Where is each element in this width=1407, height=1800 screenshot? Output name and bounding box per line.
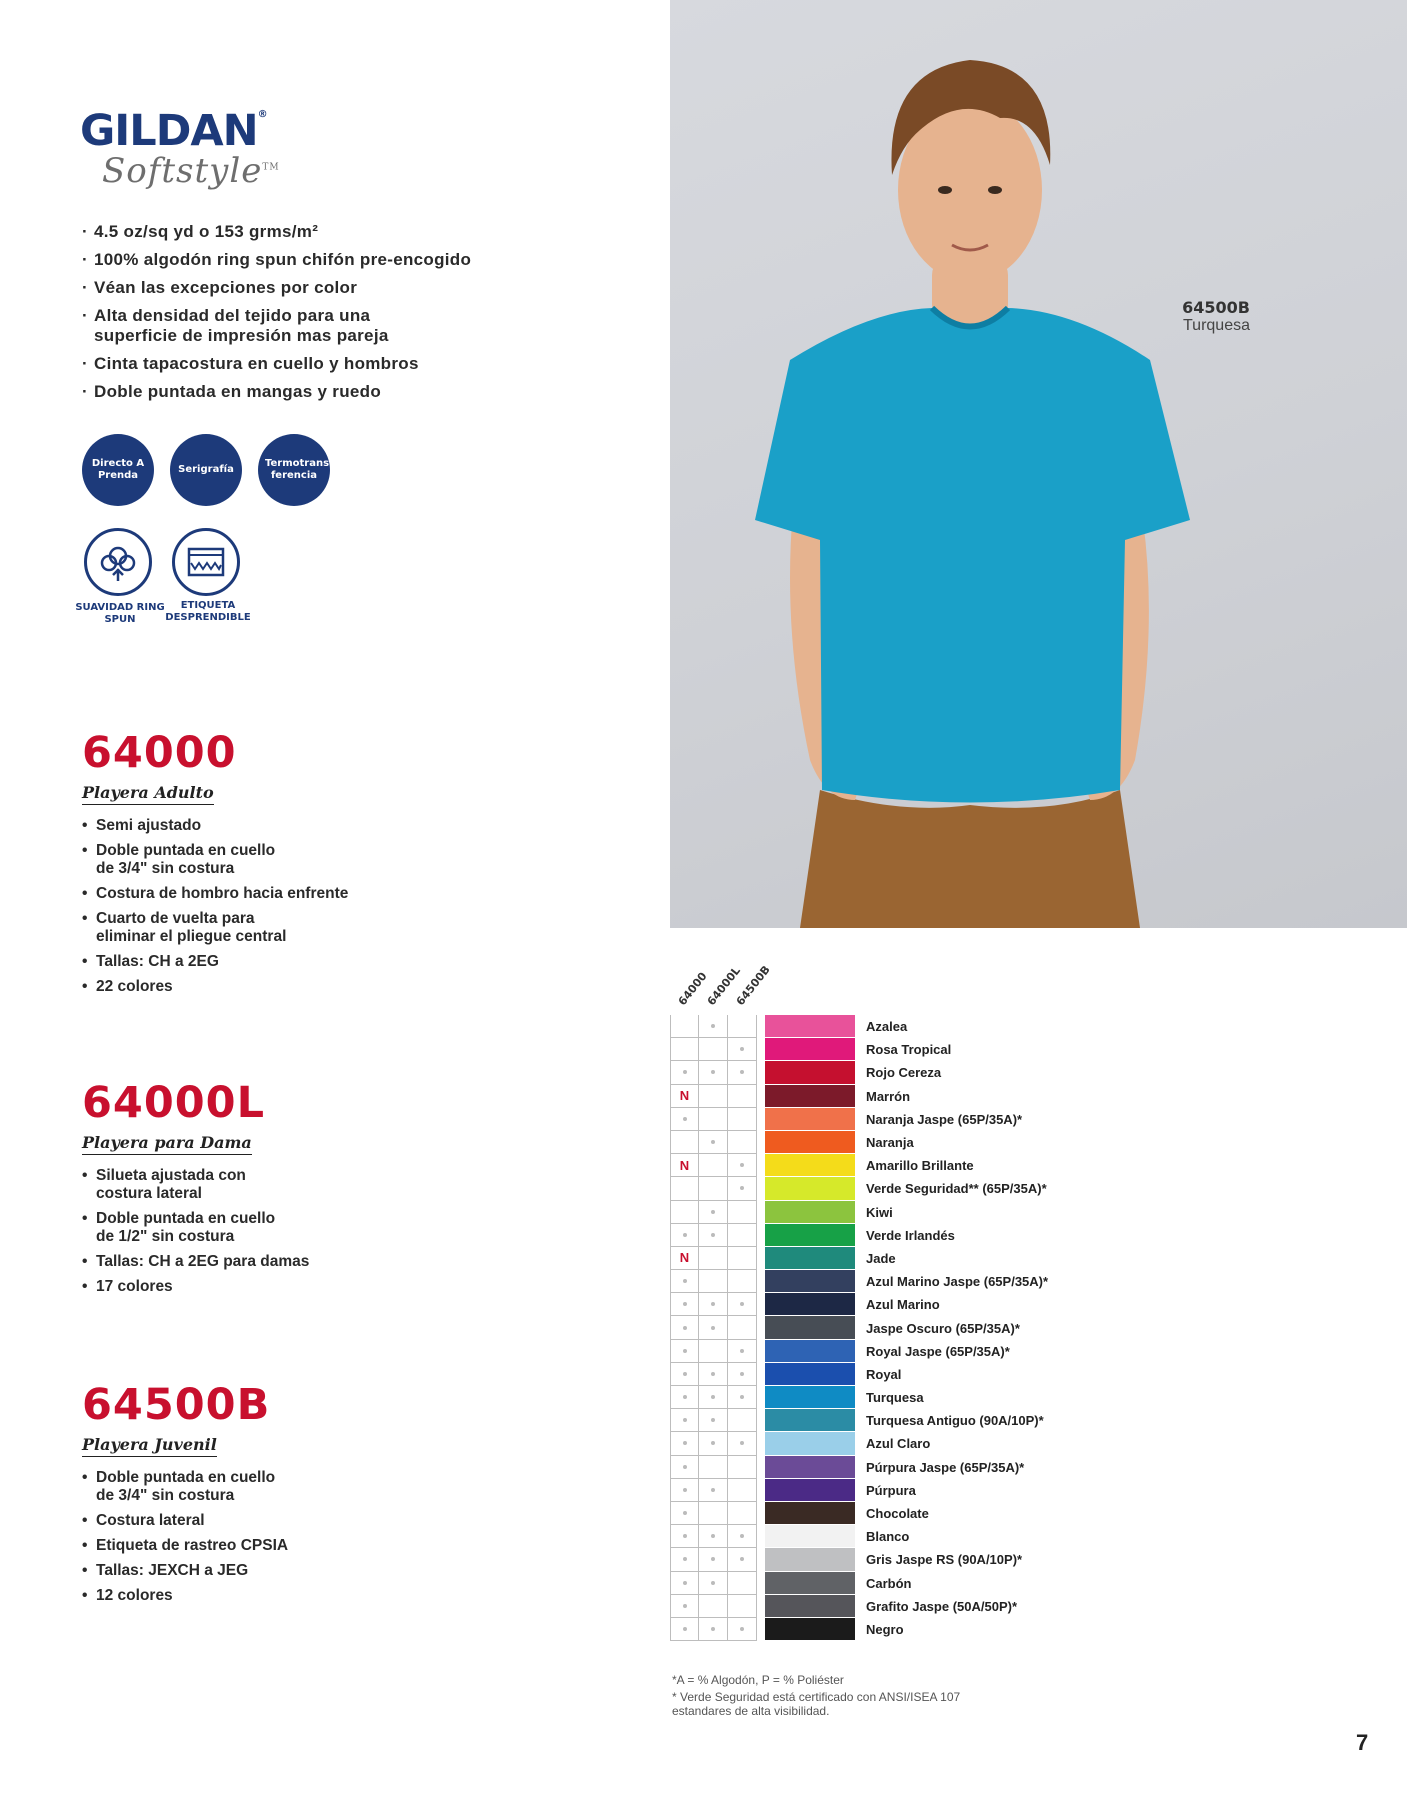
available-dot [683,1627,687,1631]
available-dot [740,1163,744,1167]
available-dot [740,1070,744,1074]
availability-cell [728,1270,757,1293]
table-row [670,1201,1090,1224]
availability-cell [699,1432,728,1455]
list-item: • Etiqueta de rastreo CPSIA [82,1537,412,1555]
available-dot [711,1302,715,1306]
table-row [670,1479,1090,1502]
color-name: Negro [866,1621,904,1637]
feature-item: · Alta densidad del tejido para una superficie de impresión mas pareja [82,306,424,346]
footnote: *A = % Algodón, P = % Poliéster [672,1673,844,1687]
availability-cell [728,1085,757,1108]
column-header-64000L: 64000L [704,964,743,1008]
available-dot [711,1140,715,1144]
table-row [670,1456,1090,1479]
table-row [670,1038,1090,1061]
color-name: Carbón [866,1575,912,1591]
color-name: Azalea [866,1019,908,1035]
table-row [670,1432,1090,1455]
color-name: Azul Marino Jaspe (65P/35A)* [866,1274,1049,1290]
color-swatch [765,1316,855,1339]
availability-cell [728,1456,757,1479]
availability-cell [699,1247,728,1270]
availability-cell [699,1618,728,1641]
availability-cell [699,1108,728,1131]
availability-cell [728,1061,757,1084]
available-dot [683,1070,687,1074]
color-swatch [765,1061,855,1084]
brand-logo [80,106,280,191]
availability-cell [699,1131,728,1154]
footnote: * Verde Seguridad está certificado con ANSI/ISEA 107 estandares de alta visibilidad. [672,1690,961,1718]
available-dot [683,1557,687,1561]
column-header-64500B: 64500B [733,963,773,1008]
table-row [670,1131,1090,1154]
available-dot [683,1117,687,1121]
color-swatch [765,1572,855,1595]
color-swatch [765,1479,855,1502]
availability-cell [728,1548,757,1571]
list-item: • Doble puntada en cuello de 3/4" sin costura [82,842,296,878]
product-bullets [82,1167,412,1296]
color-swatch [765,1224,855,1247]
color-swatch [765,1293,855,1316]
color-name: Rojo Cereza [866,1065,942,1081]
availability-cell [670,1618,699,1641]
availability-cell [728,1572,757,1595]
photo-caption [1170,298,1250,335]
availability-cell [670,1502,699,1525]
availability-cell [699,1201,728,1224]
list-item: • Costura de hombro hacia enfrente [82,885,412,903]
color-swatch [765,1548,855,1571]
availability-cell [728,1015,757,1038]
availability-cell [728,1363,757,1386]
color-name: Púrpura Jaspe (65P/35A)* [866,1459,1025,1475]
available-dot [740,1534,744,1538]
color-name: Turquesa [866,1390,924,1406]
availability-cell [670,1038,699,1061]
availability-cell [728,1595,757,1618]
cotton-caption: SUAVIDAD RING SPUN [75,602,165,625]
availability-cell [699,1525,728,1548]
available-dot [711,1418,715,1422]
tear-away-label-icon [172,528,240,596]
color-swatch [765,1386,855,1409]
availability-cell [699,1061,728,1084]
list-item: • Silueta ajustada con costura lateral [82,1167,286,1203]
color-swatch [765,1525,855,1548]
availability-cell [699,1595,728,1618]
color-swatch [765,1595,855,1618]
table-row [670,1108,1090,1131]
product-title: Playera Juvenil [82,1435,217,1457]
table-row [670,1525,1090,1548]
table-row [670,1409,1090,1432]
available-dot [711,1441,715,1445]
availability-cell [728,1316,757,1339]
availability-cell [699,1015,728,1038]
list-item: • Tallas: CH a 2EG [82,953,412,971]
product-code: 64000L [82,1078,265,1128]
availability-cell [670,1525,699,1548]
availability-cell [699,1479,728,1502]
color-swatch [765,1247,855,1270]
availability-cell [670,1595,699,1618]
list-item: • Doble puntada en cuello de 1/2" sin costura [82,1210,296,1246]
list-item: • Tallas: JEXCH a JEG [82,1562,412,1580]
color-name: Blanco [866,1529,910,1545]
table-row [670,1595,1090,1618]
color-name: Jade [866,1250,896,1266]
list-item: • 12 colores [82,1587,412,1605]
table-row [670,1015,1090,1038]
color-swatch [765,1015,855,1038]
availability-cell [699,1409,728,1432]
availability-cell [670,1363,699,1386]
availability-cell [670,1015,699,1038]
available-dot [711,1233,715,1237]
brand-name: GILDAN [80,106,258,156]
available-dot [683,1511,687,1515]
table-row [670,1293,1090,1316]
availability-cell [699,1038,728,1061]
feature-item: · Doble puntada en mangas y ruedo [82,382,532,402]
color-name: Kiwi [866,1204,893,1220]
color-swatch [765,1201,855,1224]
list-item: • 22 colores [82,978,412,996]
availability-cell [728,1177,757,1200]
product-code: 64000 [82,728,237,778]
trademark-mark: TM [262,162,280,173]
table-row [670,1154,1090,1177]
availability-cell [728,1618,757,1641]
product-bullets [82,817,412,996]
color-swatch [765,1432,855,1455]
available-dot [683,1279,687,1283]
table-row [670,1386,1090,1409]
available-dot [740,1441,744,1445]
color-name: Azul Claro [866,1436,931,1452]
availability-cell [670,1201,699,1224]
availability-cell [728,1479,757,1502]
available-dot [740,1627,744,1631]
availability-cell [670,1548,699,1571]
table-row [670,1224,1090,1247]
available-dot [740,1047,744,1051]
available-dot [683,1465,687,1469]
availability-cell [670,1456,699,1479]
availability-cell [670,1340,699,1363]
feature-list [82,222,532,410]
availability-cell: N [670,1085,699,1108]
available-dot [740,1186,744,1190]
availability-cell [670,1432,699,1455]
availability-cell [728,1201,757,1224]
color-swatch [765,1363,855,1386]
available-dot [711,1534,715,1538]
color-swatch [765,1502,855,1525]
availability-cell [728,1432,757,1455]
table-row [670,1177,1090,1200]
color-name: Marrón [866,1088,911,1104]
availability-cell [728,1525,757,1548]
availability-cell [728,1108,757,1131]
page-number: 7 [1356,1730,1369,1755]
available-dot [711,1372,715,1376]
color-name: Naranja Jaspe (65P/35A)* [866,1111,1023,1127]
availability-cell [728,1247,757,1270]
table-row [670,1548,1090,1571]
available-dot [683,1604,687,1608]
availability-cell [699,1316,728,1339]
table-row [670,1270,1090,1293]
availability-cell [699,1456,728,1479]
product-64500B [82,1380,412,1612]
color-name: Verde Irlandés [866,1227,955,1243]
available-dot [711,1210,715,1214]
color-swatch [765,1409,855,1432]
availability-cell [670,1061,699,1084]
brand-line: Softstyle [102,151,263,191]
availability-cell: N [670,1154,699,1177]
color-swatch [765,1618,855,1641]
available-dot [683,1395,687,1399]
color-name: Chocolate [866,1506,929,1522]
table-row [670,1340,1090,1363]
availability-cell [670,1572,699,1595]
availability-cell [699,1386,728,1409]
list-item: • Doble puntada en cuello de 3/4" sin costura [82,1469,296,1505]
available-dot [740,1395,744,1399]
availability-cell [670,1316,699,1339]
availability-cell [728,1038,757,1061]
color-name: Royal [866,1366,902,1382]
availability-cell [699,1340,728,1363]
color-name: Naranja [866,1135,914,1151]
cotton-icon [84,528,152,596]
product-title: Playera Adulto [82,783,214,805]
available-dot [711,1627,715,1631]
availability-cell [699,1224,728,1247]
color-name: Púrpura [866,1482,916,1498]
registered-mark: ® [257,109,267,120]
label-caption: ETIQUETA DESPRENDIBLE [165,600,251,623]
list-item: • Tallas: CH a 2EG para damas [82,1253,412,1271]
color-name: Royal Jaspe (65P/35A)* [866,1343,1010,1359]
available-dot [740,1557,744,1561]
table-row [670,1061,1090,1084]
product-code: 64500B [82,1380,271,1430]
available-dot [683,1349,687,1353]
availability-cell [670,1386,699,1409]
footnotes [672,1673,1072,1718]
color-name: Amarillo Brillante [866,1158,974,1174]
color-name: Verde Seguridad** (65P/35A)* [866,1181,1047,1197]
availability-cell [699,1293,728,1316]
availability-cell [670,1479,699,1502]
list-item: • 17 colores [82,1278,412,1296]
photo-code: 64500B [1182,298,1250,317]
product-title: Playera para Dama [82,1133,252,1155]
color-name: Grafito Jaspe (50A/50P)* [866,1598,1018,1614]
feature-item: · 100% algodón ring spun chifón pre-encogido [82,250,532,270]
availability-cell [728,1224,757,1247]
availability-cell [670,1131,699,1154]
available-dot [683,1302,687,1306]
availability-cell [728,1409,757,1432]
column-header-64000: 64000 [675,969,710,1008]
photo-color: Turquesa [1183,317,1250,334]
available-dot [683,1233,687,1237]
available-dot [711,1557,715,1561]
availability-cell [699,1270,728,1293]
available-dot [711,1395,715,1399]
available-dot [683,1581,687,1585]
availability-cell: N [670,1247,699,1270]
badge-heat-transfer: Termotrans-ferencia [258,434,330,506]
color-swatch [765,1456,855,1479]
availability-cell [699,1502,728,1525]
color-swatch [765,1085,855,1108]
table-row [670,1502,1090,1525]
color-name: Turquesa Antiguo (90A/10P)* [866,1413,1044,1429]
availability-cell [728,1386,757,1409]
color-name: Azul Marino [866,1297,940,1313]
available-dot [740,1302,744,1306]
availability-cell [670,1409,699,1432]
availability-cell [699,1177,728,1200]
available-dot [683,1441,687,1445]
product-64000 [82,728,412,1003]
available-dot [683,1534,687,1538]
availability-cell [699,1363,728,1386]
color-swatch [765,1154,855,1177]
available-dot [711,1024,715,1028]
availability-cell [699,1085,728,1108]
available-dot [711,1488,715,1492]
table-row [670,1572,1090,1595]
color-swatch [765,1177,855,1200]
list-item: • Cuarto de vuelta para eliminar el pliegue central [82,910,306,946]
available-dot [683,1418,687,1422]
available-dot [711,1581,715,1585]
list-item: • Costura lateral [82,1512,412,1530]
table-row [670,1363,1090,1386]
feature-item: · 4.5 oz/sq yd o 153 grms/m² [82,222,532,242]
product-64000L [82,1078,412,1303]
availability-cell [728,1154,757,1177]
color-swatch [765,1038,855,1061]
color-name: Jaspe Oscuro (65P/35A)* [866,1320,1020,1336]
available-dot [683,1326,687,1330]
availability-cell [670,1270,699,1293]
product-photo [670,0,1407,928]
badge-direct-to-garment: Directo A Prenda [82,434,154,506]
availability-cell [670,1108,699,1131]
available-dot [740,1349,744,1353]
feature-item: · Cinta tapacostura en cuello y hombros [82,354,532,374]
color-availability-table [670,1015,1090,1641]
color-swatch [765,1340,855,1363]
table-row [670,1247,1090,1270]
table-row [670,1085,1090,1108]
availability-cell [670,1293,699,1316]
availability-cell [699,1572,728,1595]
feature-item: · Véan las excepciones por color [82,278,532,298]
available-dot [711,1326,715,1330]
color-swatch [765,1270,855,1293]
availability-cell [699,1154,728,1177]
availability-cell [670,1224,699,1247]
boy-in-tshirt-illustration [670,0,1407,928]
available-dot [683,1488,687,1492]
availability-cell [699,1548,728,1571]
available-dot [740,1372,744,1376]
color-name: Gris Jaspe RS (90A/10P)* [866,1552,1023,1568]
availability-cell [728,1340,757,1363]
color-swatch [765,1131,855,1154]
table-row [670,1618,1090,1641]
availability-cell [728,1502,757,1525]
available-dot [711,1070,715,1074]
color-swatch [765,1108,855,1131]
availability-cell [728,1293,757,1316]
color-name: Rosa Tropical [866,1042,952,1058]
available-dot [683,1372,687,1376]
product-bullets [82,1469,412,1605]
table-row [670,1316,1090,1339]
list-item: • Semi ajustado [82,817,412,835]
badge-screen-printing: Serigrafía [170,434,242,506]
availability-cell [728,1131,757,1154]
availability-cell [670,1177,699,1200]
